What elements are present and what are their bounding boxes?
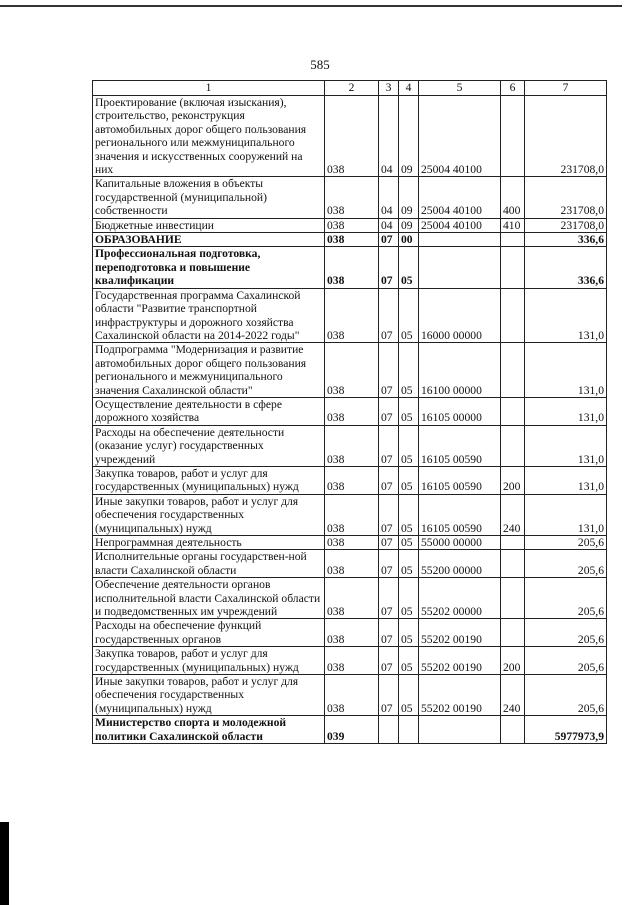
row-expense-type-cell: 240 bbox=[501, 675, 525, 716]
row-subsection-cell: 05 bbox=[399, 288, 419, 343]
row-name-cell: Государственная программа Сахалинской области "Развитие транспортной инфраструктуры и дорожного хозяйства Сахалинской области на 2014-2022 годы" bbox=[93, 288, 325, 343]
row-amount-cell: 205,6 bbox=[525, 675, 607, 716]
row-target-article-cell: 55200 00000 bbox=[419, 550, 501, 578]
column-header: 2 bbox=[325, 81, 379, 96]
row-target-article-cell: 16105 00590 bbox=[419, 494, 501, 535]
table-row bbox=[93, 96, 607, 177]
row-subsection-cell: 05 bbox=[399, 619, 419, 647]
row-target-article-cell: 25004 40100 bbox=[419, 96, 501, 177]
row-expense-type-cell bbox=[501, 425, 525, 466]
row-expense-type-cell bbox=[501, 343, 525, 398]
row-section-cell: 07 bbox=[379, 425, 399, 466]
row-amount-cell: 205,6 bbox=[525, 578, 607, 619]
row-admin-code-cell: 038 bbox=[325, 647, 379, 675]
row-admin-code-cell: 038 bbox=[325, 218, 379, 232]
row-target-article-cell bbox=[419, 233, 501, 247]
row-admin-code-cell: 038 bbox=[325, 233, 379, 247]
row-section-cell: 07 bbox=[379, 233, 399, 247]
row-subsection-cell: 05 bbox=[399, 466, 419, 494]
row-target-article-cell bbox=[419, 247, 501, 288]
budget-table bbox=[92, 80, 607, 744]
row-target-article-cell: 16105 00000 bbox=[419, 397, 501, 425]
row-section-cell: 07 bbox=[379, 578, 399, 619]
row-target-article-cell: 16100 00000 bbox=[419, 343, 501, 398]
row-subsection-cell: 05 bbox=[399, 647, 419, 675]
table-row bbox=[93, 716, 607, 744]
row-target-article-cell: 25004 40100 bbox=[419, 218, 501, 232]
row-section-cell: 07 bbox=[379, 247, 399, 288]
row-admin-code-cell: 038 bbox=[325, 247, 379, 288]
row-name-cell: Расходы на обеспечение функций государственных органов bbox=[93, 619, 325, 647]
row-section-cell: 07 bbox=[379, 343, 399, 398]
row-name-cell: Обеспечение деятельности органов исполнительной власти Сахалинской области и подведомственных им учреждений bbox=[93, 578, 325, 619]
row-subsection-cell: 09 bbox=[399, 96, 419, 177]
row-subsection-cell: 05 bbox=[399, 247, 419, 288]
row-target-article-cell: 55202 00190 bbox=[419, 675, 501, 716]
column-header: 4 bbox=[399, 81, 419, 96]
row-admin-code-cell: 038 bbox=[325, 177, 379, 218]
row-subsection-cell: 09 bbox=[399, 218, 419, 232]
row-admin-code-cell: 038 bbox=[325, 343, 379, 398]
table-row bbox=[93, 647, 607, 675]
row-target-article-cell: 55202 00190 bbox=[419, 647, 501, 675]
table-row bbox=[93, 425, 607, 466]
row-amount-cell: 336,6 bbox=[525, 247, 607, 288]
row-amount-cell: 131,0 bbox=[525, 288, 607, 343]
row-amount-cell: 231708,0 bbox=[525, 96, 607, 177]
row-section-cell: 07 bbox=[379, 397, 399, 425]
row-subsection-cell: 05 bbox=[399, 578, 419, 619]
row-expense-type-cell bbox=[501, 247, 525, 288]
table-header-row bbox=[93, 81, 607, 96]
table-row bbox=[93, 536, 607, 550]
row-admin-code-cell: 038 bbox=[325, 288, 379, 343]
row-amount-cell: 205,6 bbox=[525, 619, 607, 647]
row-name-cell: Бюджетные инвестиции bbox=[93, 218, 325, 232]
row-expense-type-cell: 200 bbox=[501, 466, 525, 494]
table-row bbox=[93, 343, 607, 398]
table-row bbox=[93, 578, 607, 619]
row-amount-cell: 5977973,9 bbox=[525, 716, 607, 744]
row-subsection-cell: 05 bbox=[399, 550, 419, 578]
row-name-cell: Иные закупки товаров, работ и услуг для обеспечения государственных (муниципальных) нужд bbox=[93, 494, 325, 535]
row-target-article-cell: 16105 00590 bbox=[419, 466, 501, 494]
row-expense-type-cell bbox=[501, 288, 525, 343]
row-name-cell: Капитальные вложения в объекты государственной (муниципальной) собственности bbox=[93, 177, 325, 218]
row-name-cell: Непрограммная деятельность bbox=[93, 536, 325, 550]
row-amount-cell: 231708,0 bbox=[525, 177, 607, 218]
row-name-cell: Закупка товаров, работ и услуг для государственных (муниципальных) нужд bbox=[93, 647, 325, 675]
row-name-cell: Осуществление деятельности в сфере дорожного хозяйства bbox=[93, 397, 325, 425]
row-expense-type-cell: 400 bbox=[501, 177, 525, 218]
row-expense-type-cell bbox=[501, 536, 525, 550]
row-section-cell: 07 bbox=[379, 536, 399, 550]
column-header: 5 bbox=[419, 81, 501, 96]
row-admin-code-cell: 038 bbox=[325, 536, 379, 550]
row-section-cell: 07 bbox=[379, 288, 399, 343]
table-row bbox=[93, 466, 607, 494]
row-expense-type-cell bbox=[501, 550, 525, 578]
table-row bbox=[93, 550, 607, 578]
row-amount-cell: 205,6 bbox=[525, 647, 607, 675]
table-row bbox=[93, 288, 607, 343]
page-number: 585 bbox=[310, 57, 330, 72]
row-section-cell: 07 bbox=[379, 647, 399, 675]
table-row bbox=[93, 675, 607, 716]
row-section-cell: 04 bbox=[379, 96, 399, 177]
row-admin-code-cell: 038 bbox=[325, 466, 379, 494]
row-section-cell: 04 bbox=[379, 177, 399, 218]
row-subsection-cell: 09 bbox=[399, 177, 419, 218]
row-expense-type-cell: 240 bbox=[501, 494, 525, 535]
row-name-cell: ОБРАЗОВАНИЕ bbox=[93, 233, 325, 247]
row-name-cell: Профессиональная подготовка, переподготовка и повышение квалификации bbox=[93, 247, 325, 288]
row-expense-type-cell bbox=[501, 619, 525, 647]
row-subsection-cell: 05 bbox=[399, 494, 419, 535]
row-expense-type-cell bbox=[501, 716, 525, 744]
row-subsection-cell: 05 bbox=[399, 675, 419, 716]
row-amount-cell: 131,0 bbox=[525, 343, 607, 398]
row-subsection-cell: 00 bbox=[399, 233, 419, 247]
row-expense-type-cell bbox=[501, 96, 525, 177]
column-header: 7 bbox=[525, 81, 607, 96]
row-admin-code-cell: 038 bbox=[325, 494, 379, 535]
row-expense-type-cell bbox=[501, 578, 525, 619]
row-admin-code-cell: 039 bbox=[325, 716, 379, 744]
row-name-cell: Проектирование (включая изыскания), строительство, реконструкция автомобильных дорог общего пользования регионального или межмуниципального значения и искусственных сооружений на них bbox=[93, 96, 325, 177]
table-row bbox=[93, 233, 607, 247]
row-section-cell: 07 bbox=[379, 466, 399, 494]
table-row bbox=[93, 494, 607, 535]
row-expense-type-cell: 410 bbox=[501, 218, 525, 232]
row-admin-code-cell: 038 bbox=[325, 96, 379, 177]
row-subsection-cell: 05 bbox=[399, 343, 419, 398]
row-target-article-cell: 16000 00000 bbox=[419, 288, 501, 343]
table-row bbox=[93, 619, 607, 647]
table-row bbox=[93, 397, 607, 425]
row-admin-code-cell: 038 bbox=[325, 578, 379, 619]
row-amount-cell: 131,0 bbox=[525, 494, 607, 535]
row-expense-type-cell bbox=[501, 233, 525, 247]
row-section-cell: 07 bbox=[379, 675, 399, 716]
row-amount-cell: 205,6 bbox=[525, 536, 607, 550]
row-subsection-cell: 05 bbox=[399, 536, 419, 550]
row-expense-type-cell: 200 bbox=[501, 647, 525, 675]
column-header: 6 bbox=[501, 81, 525, 96]
row-name-cell: Министерство спорта и молодежной политики Сахалинской области bbox=[93, 716, 325, 744]
row-target-article-cell: 55202 00000 bbox=[419, 578, 501, 619]
row-amount-cell: 336,6 bbox=[525, 233, 607, 247]
column-header: 1 bbox=[93, 81, 325, 96]
row-target-article-cell: 16105 00590 bbox=[419, 425, 501, 466]
row-amount-cell: 205,6 bbox=[525, 550, 607, 578]
row-section-cell: 04 bbox=[379, 218, 399, 232]
row-target-article-cell: 55000 00000 bbox=[419, 536, 501, 550]
row-name-cell: Иные закупки товаров, работ и услуг для обеспечения государственных (муниципальных) нужд bbox=[93, 675, 325, 716]
row-admin-code-cell: 038 bbox=[325, 425, 379, 466]
table-row bbox=[93, 218, 607, 232]
row-section-cell bbox=[379, 716, 399, 744]
row-amount-cell: 131,0 bbox=[525, 397, 607, 425]
row-admin-code-cell: 038 bbox=[325, 397, 379, 425]
row-amount-cell: 131,0 bbox=[525, 425, 607, 466]
row-name-cell: Закупка товаров, работ и услуг для государственных (муниципальных) нужд bbox=[93, 466, 325, 494]
row-subsection-cell: 05 bbox=[399, 397, 419, 425]
row-subsection-cell: 05 bbox=[399, 425, 419, 466]
table-row bbox=[93, 247, 607, 288]
row-target-article-cell bbox=[419, 716, 501, 744]
top-rule bbox=[0, 5, 622, 7]
row-subsection-cell bbox=[399, 716, 419, 744]
scan-edge-mark bbox=[0, 822, 9, 905]
row-section-cell: 07 bbox=[379, 550, 399, 578]
column-header: 3 bbox=[379, 81, 399, 96]
row-amount-cell: 131,0 bbox=[525, 466, 607, 494]
row-admin-code-cell: 038 bbox=[325, 550, 379, 578]
row-name-cell: Подпрограмма "Модернизация и развитие автомобильных дорог общего пользования регионального и межмуниципального значения Сахалинской области" bbox=[93, 343, 325, 398]
row-amount-cell: 231708,0 bbox=[525, 218, 607, 232]
row-admin-code-cell: 038 bbox=[325, 619, 379, 647]
row-section-cell: 07 bbox=[379, 619, 399, 647]
row-target-article-cell: 55202 00190 bbox=[419, 619, 501, 647]
table-row bbox=[93, 177, 607, 218]
row-section-cell: 07 bbox=[379, 494, 399, 535]
row-target-article-cell: 25004 40100 bbox=[419, 177, 501, 218]
row-name-cell: Расходы на обеспечение деятельности (оказание услуг) государственных учреждений bbox=[93, 425, 325, 466]
row-expense-type-cell bbox=[501, 397, 525, 425]
row-admin-code-cell: 038 bbox=[325, 675, 379, 716]
row-name-cell: Исполнительные органы государствен-ной власти Сахалинской области bbox=[93, 550, 325, 578]
